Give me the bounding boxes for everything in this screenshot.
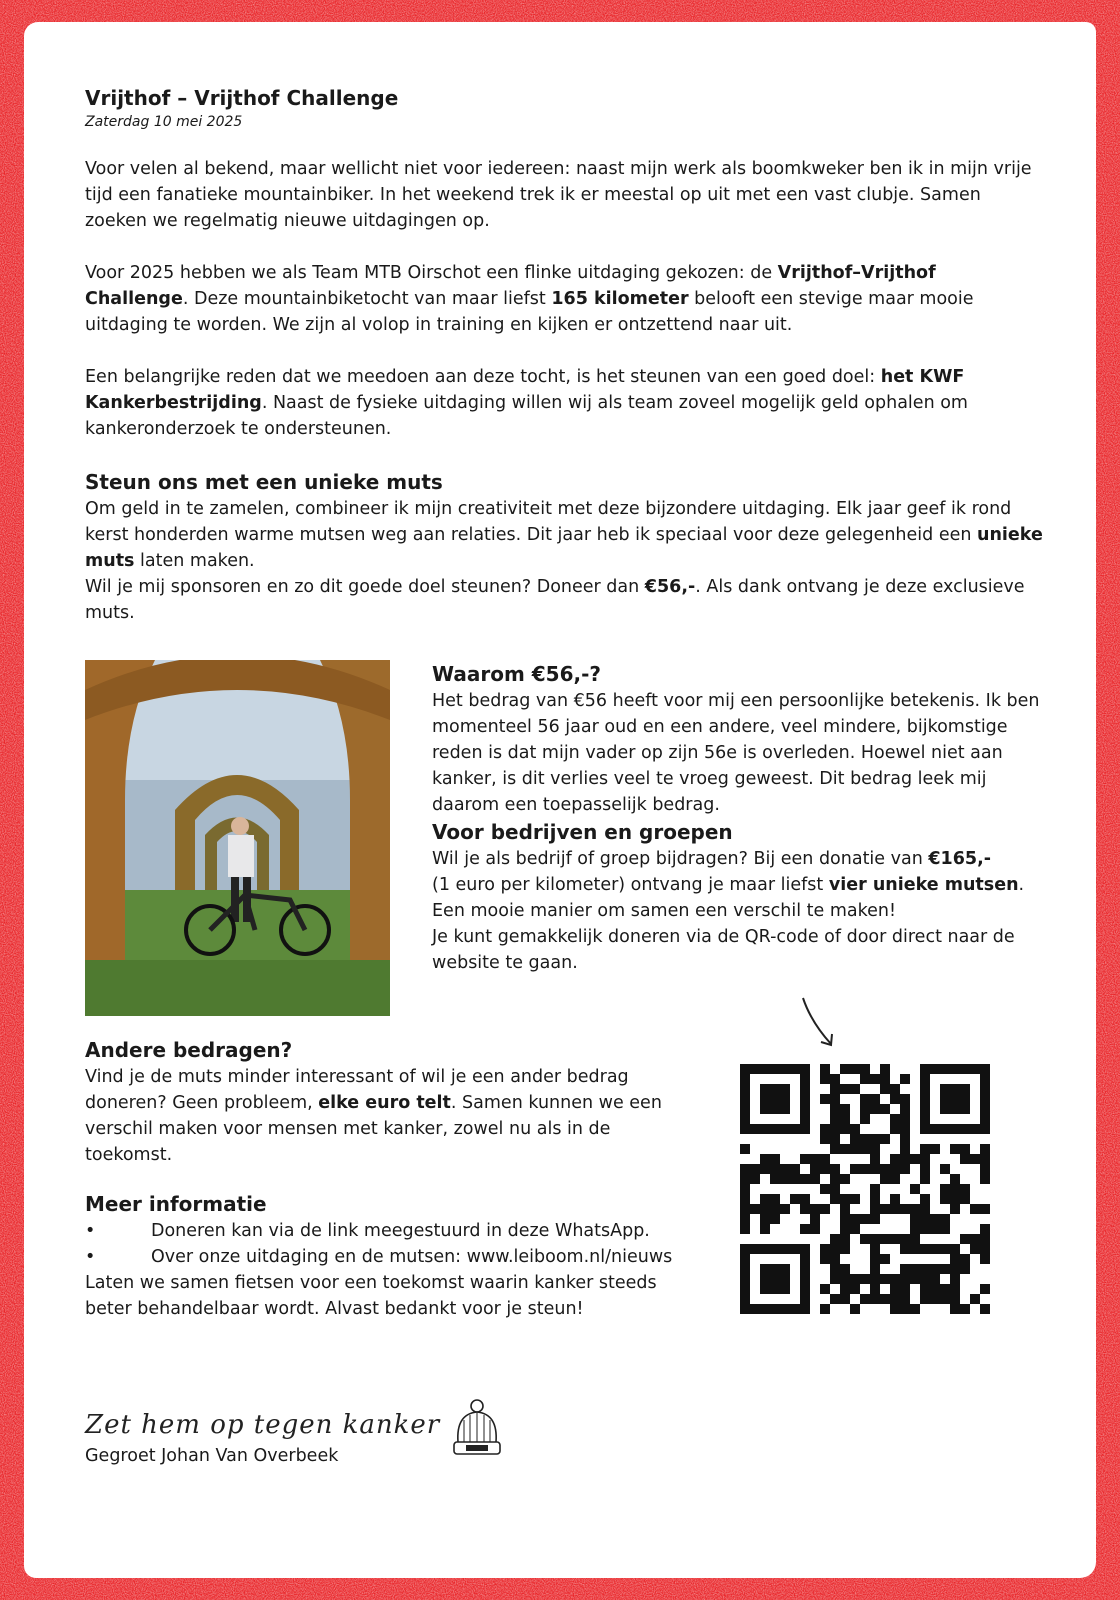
closing-text: Laten we samen fietsen voor een toekomst waarin kanker steeds beter behandelbaar wordt. Alvast bedankt voor je steun!	[85, 1273, 657, 1319]
bedrijven-line-3: Een mooie manier om samen een verschil te maken!	[432, 901, 896, 921]
bedrijven-line-4: Je kunt gemakkelijk doneren via de QR-code of door direct naar de website te gaan.	[432, 927, 1015, 973]
qr-code[interactable]	[740, 1064, 990, 1314]
arrow-down-icon	[795, 992, 845, 1052]
info-list	[85, 1218, 685, 1270]
bedrijven-line-1: Wil je als bedrijf of groep bijdragen? Bij een donatie van €165,-	[432, 849, 991, 869]
signoff	[85, 1410, 440, 1466]
intro-paragraph-1: Voor velen al bekend, maar wellicht niet voor iedereen: naast mijn werk als boomkweker ben ik in mijn vrije tijd een fanatieke mountainbiker. In het weekend trek ik er meestal op uit met een vast clubje. Samen zoeken we regelmatig nieuwe uitdagingen op.	[85, 159, 1032, 231]
beanie-hat-icon	[448, 1398, 506, 1462]
andere-heading: Andere bedragen?	[85, 1038, 293, 1062]
list-item: • Doneren kan via de link meegestuurd in deze WhatsApp.	[85, 1221, 650, 1241]
steun-heading: Steun ons met een unieke muts	[85, 470, 443, 494]
page-title: Vrijthof – Vrijthof Challenge	[85, 86, 399, 110]
andere-text: Vind je de muts minder interessant of wil je een ander bedrag doneren? Geen probleem, elke euro telt. Samen kunnen we een verschil maken voor mensen met kanker, zowel nu als in de toekomst.	[85, 1067, 662, 1165]
event-date: Zaterdag 10 mei 2025	[85, 114, 243, 130]
cyclist-photo	[85, 660, 390, 1016]
slogan: Zet hem op tegen kanker	[85, 1410, 441, 1440]
photo-and-reasons	[85, 660, 1045, 1036]
waarom-text: Het bedrag van €56 heeft voor mij een persoonlijke betekenis. Ik ben momenteel 56 jaar oud en een andere, veel mindere, bijkomstige reden is dat mijn vader op zijn 56e is overleden. Hoewel niet aan kanker, is dit verlies veel te vroeg geweest. Dit bedrag leek mij daarom een toepasselijk bedrag.	[432, 691, 1040, 815]
reasons-column	[432, 660, 1052, 976]
steun-paragraph-2: Wil je mij sponsoren en zo dit goede doel steunen? Doneer dan €56,-. Als dank ontvang je deze exclusieve muts.	[85, 577, 1025, 623]
waarom-heading: Waarom €56,-?	[432, 662, 601, 686]
bedrijven-heading: Voor bedrijven en groepen	[432, 820, 733, 844]
list-item: • Over onze uitdaging en de mutsen: www.leiboom.nl/nieuws	[85, 1247, 673, 1267]
bottom-left-column	[85, 1036, 685, 1322]
meer-heading: Meer informatie	[85, 1192, 267, 1216]
steun-paragraph-1: Om geld in te zamelen, combineer ik mijn creativiteit met deze bijzondere uitdaging. Elk jaar geef ik rond kerst honderden warme mutsen weg aan relaties. Dit jaar heb ik speciaal voor deze gelegenheid een unieke muts laten maken.	[85, 499, 1043, 571]
intro-paragraph-2: Voor 2025 hebben we als Team MTB Oirschot een flinke uitdaging gekozen: de Vrijthof–Vrijthof Challenge. Deze mountainbiketocht van maar liefst 165 kilometer belooft een stevige maar mooie uitdaging te worden. We zijn al volop in training en kijken er ontzettend naar uit.	[85, 263, 974, 335]
intro-paragraph-3: Een belangrijke reden dat we meedoen aan deze tocht, is het steunen van een goed doel: het KWF Kankerbestrijding. Naast de fysieke uitdaging willen wij als team zoveel mogelijk geld ophalen om kankeronderzoek te ondersteunen.	[85, 367, 968, 439]
bedrijven-line-2: (1 euro per kilometer) ontvang je maar liefst vier unieke mutsen.	[432, 875, 1025, 895]
signature-name: Gegroet Johan Van Overbeek	[85, 1446, 339, 1466]
